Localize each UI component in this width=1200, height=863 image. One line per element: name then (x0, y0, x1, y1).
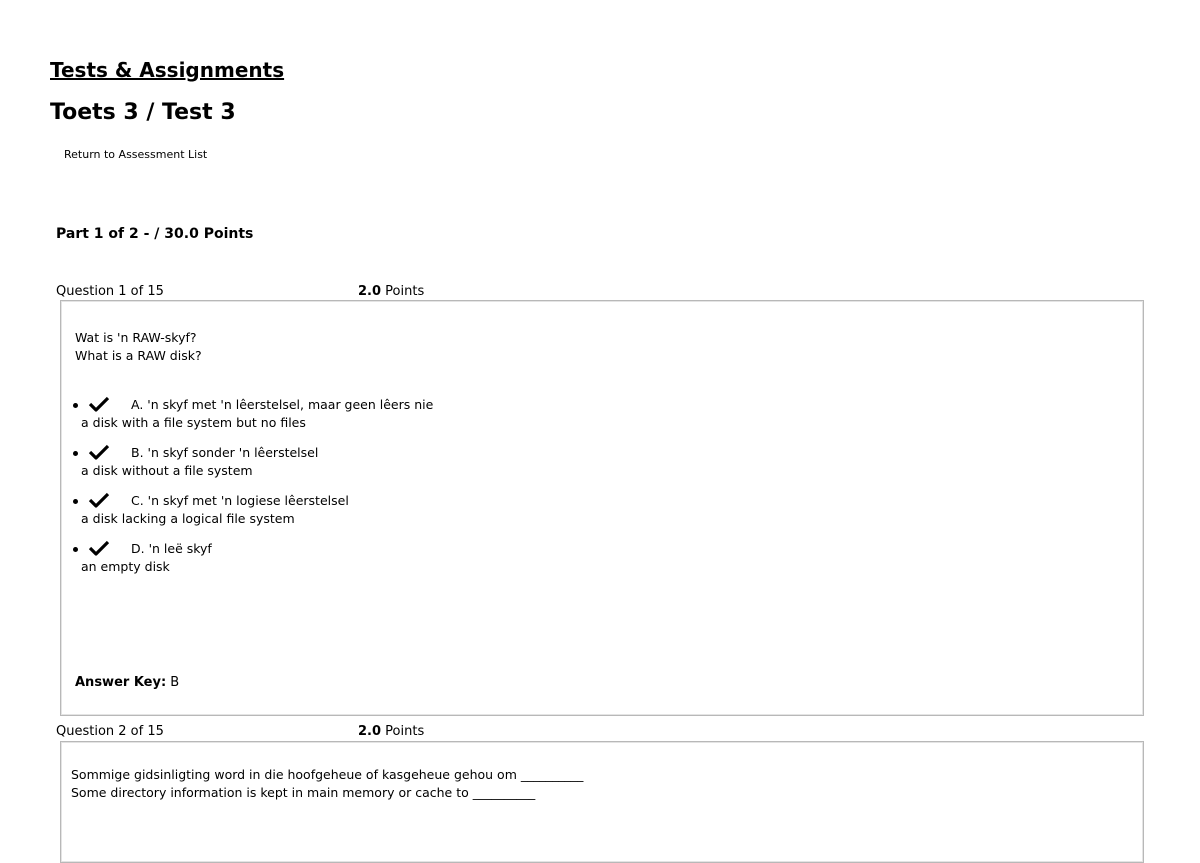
question-2-text-en: Some directory information is kept in main memory or cache to __________ (71, 785, 536, 800)
option-label: D. 'n leë skyf (131, 541, 212, 556)
bullet-icon (73, 499, 78, 504)
bullet-icon (73, 451, 78, 456)
option-translation: a disk lacking a logical file system (81, 511, 295, 526)
breadcrumb-tests-assignments[interactable]: Tests & Assignments (50, 58, 285, 82)
check-icon (89, 492, 109, 508)
option-a (71, 397, 871, 445)
check-icon (89, 396, 109, 412)
option-d (71, 541, 871, 589)
question-2-text-af: Sommige gidsinligting word in die hoofgeheue of kasgeheue gehou om __________ (71, 767, 584, 782)
question-number: Question 1 of 15 (56, 284, 164, 299)
question-number: Question 2 of 15 (56, 724, 164, 739)
bullet-icon (73, 403, 78, 408)
question-1-text-af: Wat is 'n RAW-skyf? (75, 330, 197, 345)
question-1-options (71, 397, 871, 589)
question-points: 2.0 Points (358, 724, 425, 739)
return-to-assessment-list-link[interactable]: Return to Assessment List (64, 148, 208, 161)
question-1-box (60, 300, 1144, 716)
question-points: 2.0 Points (358, 284, 425, 299)
answer-key-value: B (170, 675, 180, 690)
check-icon (89, 444, 109, 460)
page-title: Toets 3 / Test 3 (50, 100, 236, 125)
part-heading: Part 1 of 2 - / 30.0 Points (56, 226, 254, 242)
option-b (71, 445, 871, 493)
option-translation: a disk with a file system but no files (81, 415, 306, 430)
bullet-icon (73, 547, 78, 552)
option-translation: a disk without a file system (81, 463, 253, 478)
option-label: C. 'n skyf met 'n logiese lêerstelsel (131, 493, 349, 508)
option-label: A. 'n skyf met 'n lêerstelsel, maar geen lêers nie (131, 397, 434, 412)
question-2-box (60, 741, 1144, 863)
question-1-text-en: What is a RAW disk? (75, 348, 202, 363)
answer-key: Answer Key: B (75, 675, 180, 690)
option-label: B. 'n skyf sonder 'n lêerstelsel (131, 445, 319, 460)
option-translation: an empty disk (81, 559, 170, 574)
check-icon (89, 540, 109, 556)
option-c (71, 493, 871, 541)
